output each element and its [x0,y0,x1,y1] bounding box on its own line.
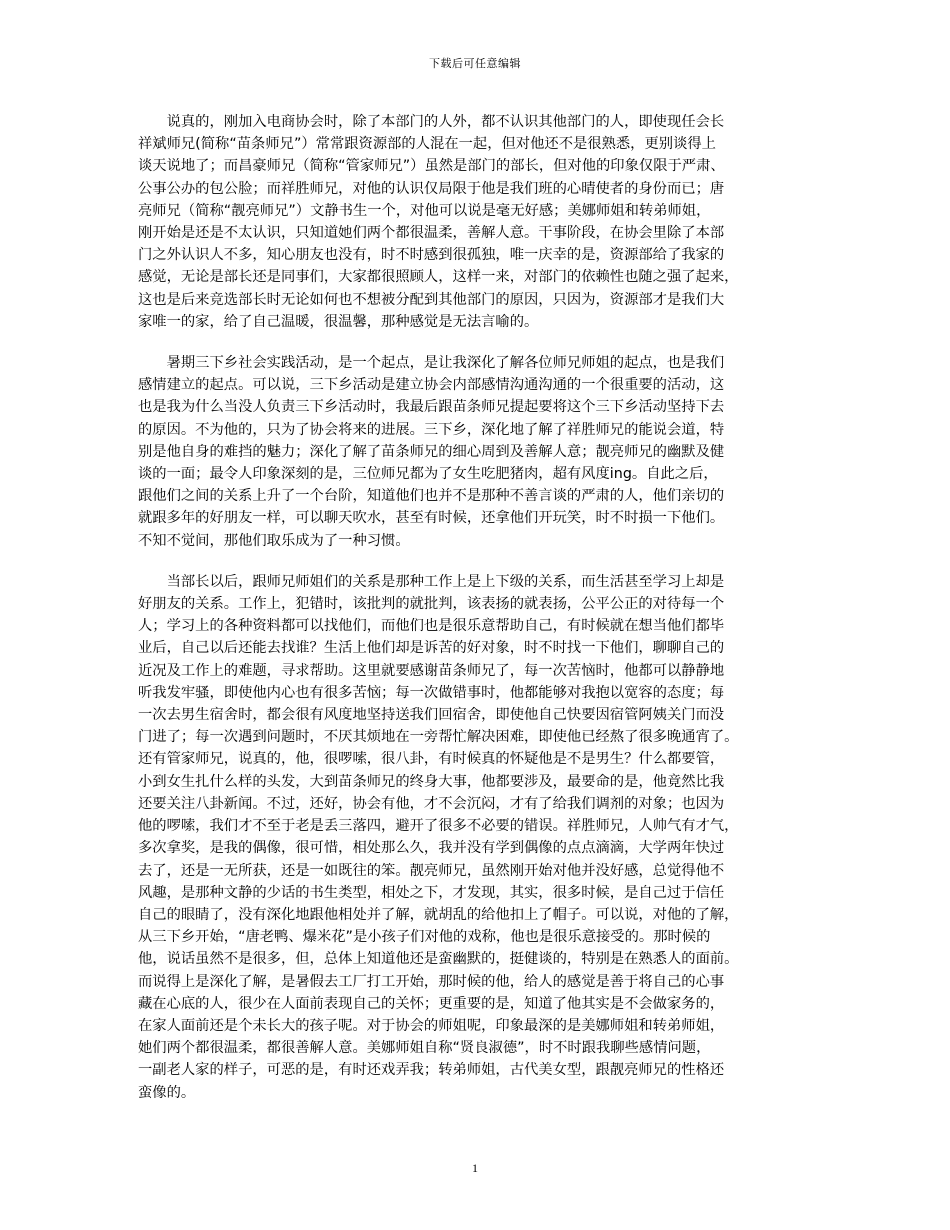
text-line: 家唯一的家，给了自己温暖，很温馨，那种感觉是无法言喻的。 [138,313,539,330]
text-line: 从三下乡开始，“唐老鸭、爆米花”是小孩子们对他的戏称，他也是很乐意接受的。那时候的 [138,929,711,946]
text-line: 当部长以后，跟师兄师姐们的关系是那种工作上是上下级的关系，而生活甚至学习上却是 [138,573,725,590]
text-line: 的原因。不为他的，只为了协会将来的进展。三下乡，深化地了解了祥胜师兄的能说会道，特 [138,421,725,438]
text-line: 祥斌师兄(简称“苗条师兄”）常常跟资源部的人混在一起，但对他还不是很熟悉，更别谈得上 [138,136,716,153]
text-line: 暑期三下乡社会实践活动，是一个起点，是让我深化了解各位师兄师姐的起点，也是我们 [138,355,725,372]
text-line: 跟他们之间的关系上升了一个台阶，知道他们也并不是那种不善言谈的严肃的人，他们亲切的 [138,488,725,505]
paragraph-1 [138,111,810,333]
document-body [138,111,810,1104]
text-line: 谈天说地了；而昌豪师兄（简称“管家师兄”）虽然是部门的部长，但对他的印象仅限于严肃、 [138,158,725,175]
text-line: 小到女生扎什么样的头发，大到苗条师兄的终身大事，他都要涉及，最要命的是，他竟然比我 [138,773,725,790]
text-line: 一次去男生宿舍时，都会很有风度地坚持送我们回宿舍，即使他自己快要因宿管阿姨关门而没 [138,707,725,724]
text-line: 还要关注八卦新闻。不过，还好，协会有他，才不会沉闷，才有了给我们调剂的对象；也因为 [138,795,725,812]
text-line: 在家人面前还是个未长大的孩子呢。对于协会的师姐呢，印象最深的是美娜师姐和转弟师姐， [138,1017,725,1034]
text-line: 不知不觉间，那他们取乐成为了一种习惯。 [138,532,410,549]
paragraph-2 [138,352,810,552]
text-line: 这也是后来竞选部长时无论如何也不想被分配到其他部门的原因，只因为，资源部才是我们大 [138,291,725,308]
text-line: 亮师兄（简称“靓亮师兄”）文静书生一个，对他可以说是毫无好感；美娜师姐和转弟师姐， [138,202,711,219]
text-line: 一副老人家的样子，可恶的是，有时还戏弄我；转弟师姐，古代美女型，跟靓亮师兄的性格还 [138,1062,725,1079]
text-line: 他，说话虽然不是很多，但，总体上知道他还是蛮幽默的，挺健谈的，特别是在熟悉人的面前。 [138,951,739,968]
text-line: 感觉，无论是部长还是同事们，大家都很照顾人，这样一来，对部门的依赖性也随之强了起来， [138,269,739,286]
paragraph-3 [138,571,810,1104]
text-line: 多次拿奖，是我的偶像，很可惜，相处那么久，我并没有学到偶像的点点滴滴，大学两年快过 [138,840,725,857]
text-line: 蛮像的。 [138,1084,196,1101]
text-line: 自己的眼睛了，没有深化地跟他相处并了解，就胡乱的给他扣上了帽子。可以说，对他的了解， [138,906,739,923]
text-line: 好朋友的关系。工作上，犯错时，该批判的就批判，该表扬的就表扬，公平公正的对待每一个 [138,596,725,613]
paragraph-spacer [138,552,810,571]
text-line: 听我发牢骚，即使他内心也有很多苦恼；每一次做错事时，他都能够对我抱以宽容的态度；每 [138,684,725,701]
text-line: 业后，自己以后还能去找谁？生活上他们却是诉苦的好对象，时不时找一下他们，聊聊自己的 [138,640,725,657]
text-line: 谈的一面；最令人印象深刻的是，三位师兄都为了女生吃肥猪肉，超有风度ing。自此之后， [138,466,718,483]
page-number: 1 [472,1161,478,1175]
text-line: 别是他自身的难挡的魅力；深化了解了苗条师兄的细心周到及善解人意；靓亮师兄的幽默及健 [138,443,725,460]
text-line: 感情建立的起点。可以说，三下乡活动是建立协会内部感情沟通沟通的一个很重要的活动，这 [138,377,725,394]
text-line: 人；学习上的各种资料都可以找他们，而他们也是很乐意帮助自己，有时候就在想当他们都毕 [138,618,725,635]
text-line: 而说得上是深化了解，是暑假去工厂打工开始，那时候的他，给人的感觉是善于将自己的心事 [138,973,725,990]
text-line: 门之外认识人不多，知心朋友也没有，时不时感到很孤独，唯一庆幸的是，资源部给了我家的 [138,247,725,264]
text-line: 刚开始是还是不太认识，只知道她们两个都很温柔，善解人意。干事阶段，在协会里除了本部 [138,225,725,242]
text-line: 说真的，刚加入电商协会时，除了本部门的人外，都不认识其他部门的人，即使现任会长 [138,114,725,130]
text-line: 近况及工作上的难题，寻求帮助。这里就要感谢苗条师兄了，每一次苦恼时，他都可以静静地 [138,662,725,679]
page-header: 下载后可任意编辑 [429,57,521,70]
text-line: 她们两个都很温柔，都很善解人意。美娜师姐自称“贤良淑德”，时不时跟我聊些感情问题， [138,1040,711,1057]
text-line: 门进了；每一次遇到问题时，不厌其烦地在一旁帮忙解决困难，即使他已经熬了很多晚通宵了。 [138,729,739,746]
paragraph-spacer [138,333,810,352]
text-line: 还有管家师兄，说真的，他，很啰嗦，很八卦，有时候真的怀疑他是不是男生？什么都要管， [138,751,725,768]
text-line: 去了，还是一无所获，还是一如既往的笨。靓亮师兄，虽然刚开始对他并没好感，总觉得他不 [138,862,725,879]
text-line: 也是我为什么当没人负责三下乡活动时，我最后跟苗条师兄提起要将这个三下乡活动坚持下去 [138,399,725,416]
text-line: 公事公办的包公脸；而祥胜师兄，对他的认识仅局限于他是我们班的心晴使者的身份而已；唐 [138,180,725,197]
text-line: 就跟多年的好朋友一样，可以聊天吹水，甚至有时候，还拿他们开玩笑，时不时损一下他们。 [138,510,725,527]
text-line: 他的啰嗦，我们才不至于老是丢三落四，避开了很多不必要的错误。祥胜师兄，人帅气有才气， [138,818,739,835]
text-line: 藏在心底的人，很少在人面前表现自己的关怀；更重要的是，知道了他其实是不会做家务的， [138,995,725,1012]
text-line: 风趣，是那种文静的少话的书生类型，相处之下，才发现，其实，很多时候，是自己过于信任 [138,884,725,901]
